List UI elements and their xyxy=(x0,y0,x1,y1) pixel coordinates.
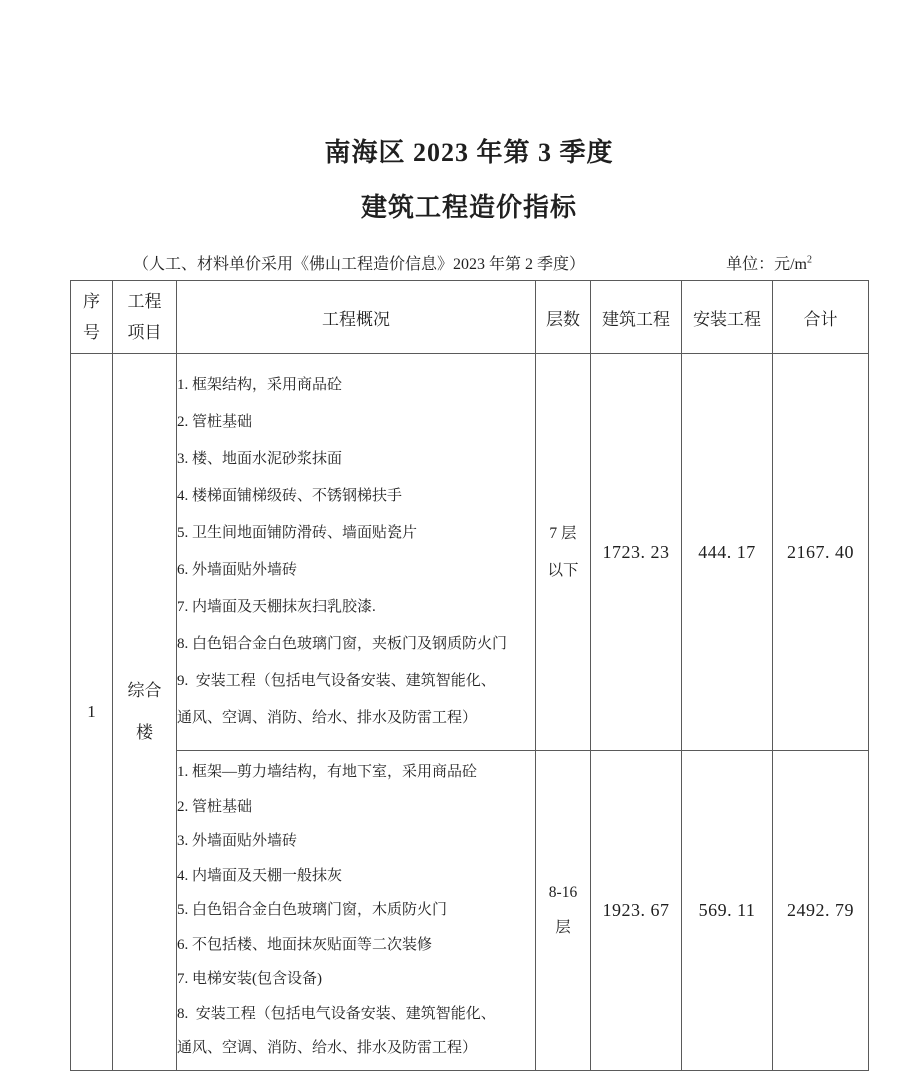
floors-line: 7 层 xyxy=(549,525,577,542)
overview-line: 7. 内墙面及天棚抹灰扫乳胶漆. xyxy=(177,599,376,615)
header-project-line: 工程 xyxy=(127,292,162,311)
header-cell-installation: 安装工程 xyxy=(682,281,773,354)
unit-text: 单位：元/m xyxy=(726,256,807,273)
overview-line: 5. 白色铝合金白色玻璃门窗，木质防火门 xyxy=(177,902,448,919)
overview-line: 3. 外墙面贴外墙砖 xyxy=(177,833,298,850)
seq-cell: 1 xyxy=(71,354,113,1071)
overview-line: 通风、空调、消防、给水、排水及防雷工程） xyxy=(177,1040,478,1057)
table-row xyxy=(71,354,869,751)
price-source-note: （人工、材料单价采用《佛山工程造价信息》2023 年第 2 季度） xyxy=(133,256,586,273)
project-cell xyxy=(113,354,177,1071)
header-seq-line: 号 xyxy=(83,323,100,342)
document-page xyxy=(70,0,868,1071)
overview-line: 8. 安装工程（包括电气设备安装、建筑智能化、 xyxy=(177,1005,496,1022)
overview-line: 1. 框架结构，采用商品砼 xyxy=(177,377,343,393)
overview-line: 4. 楼梯面铺梯级砖、不锈钢梯扶手 xyxy=(177,488,403,504)
floors-cell xyxy=(536,354,591,751)
floors-cell xyxy=(536,751,591,1071)
header-cell-construction: 建筑工程 xyxy=(591,281,682,354)
overview-line: 8. 白色铝合金白色玻璃门窗，夹板门及钢质防火门 xyxy=(177,636,508,652)
cost-index-table xyxy=(70,280,869,1071)
overview-line: 1. 框架—剪力墙结构，有地下室，采用商品砼 xyxy=(177,764,478,781)
table-row xyxy=(71,751,869,1071)
header-seq-line: 序 xyxy=(83,292,100,311)
overview-line: 通风、空调、消防、给水、排水及防雷工程） xyxy=(177,710,478,726)
header-cell-overview: 工程概况 xyxy=(177,281,536,354)
overview-line: 6. 不包括楼、地面抹灰贴面等二次装修 xyxy=(177,936,433,953)
construction-cost-cell: 1723. 23 xyxy=(591,354,682,751)
header-cell-project xyxy=(113,281,177,354)
note-bar xyxy=(70,251,868,274)
construction-cost-cell: 1923. 67 xyxy=(591,751,682,1071)
overview-cell xyxy=(177,751,536,1071)
overview-line: 2. 管桩基础 xyxy=(177,798,253,815)
installation-cost-cell: 444. 17 xyxy=(682,354,773,751)
page-subtitle: 建筑工程造价指标 xyxy=(360,193,577,222)
floors-line: 以下 xyxy=(547,562,579,579)
table-header-row xyxy=(71,281,869,354)
header-project-line: 项目 xyxy=(127,323,162,342)
page-title: 南海区 2023 年第 3 季度 xyxy=(324,138,614,167)
floors-line: 8-16 xyxy=(548,884,578,901)
header-cell-floors: 层数 xyxy=(536,281,591,354)
total-cost-cell: 2167. 40 xyxy=(773,354,869,751)
unit-superscript: 2 xyxy=(807,254,812,266)
floors-line: 层 xyxy=(555,918,571,936)
overview-line: 5. 卫生间地面铺防滑砖、墙面贴瓷片 xyxy=(177,525,418,541)
installation-cost-cell: 569. 11 xyxy=(682,751,773,1071)
overview-line: 9. 安装工程（包括电气设备安装、建筑智能化、 xyxy=(177,673,496,689)
overview-line: 2. 管桩基础 xyxy=(177,414,253,430)
header-cell-seq xyxy=(71,281,113,354)
overview-line: 6. 外墙面贴外墙砖 xyxy=(177,562,298,578)
project-name-line: 综合 xyxy=(127,681,162,700)
header-cell-total: 合计 xyxy=(773,281,869,354)
overview-line: 7. 电梯安装(包含设备) xyxy=(177,971,322,988)
project-name-line: 楼 xyxy=(136,723,153,742)
total-cost-cell: 2492. 79 xyxy=(773,751,869,1071)
overview-cell xyxy=(177,354,536,751)
unit-label xyxy=(726,251,812,274)
overview-line: 4. 内墙面及天棚一般抹灰 xyxy=(177,867,343,884)
overview-line: 3. 楼、地面水泥砂浆抹面 xyxy=(177,451,343,467)
